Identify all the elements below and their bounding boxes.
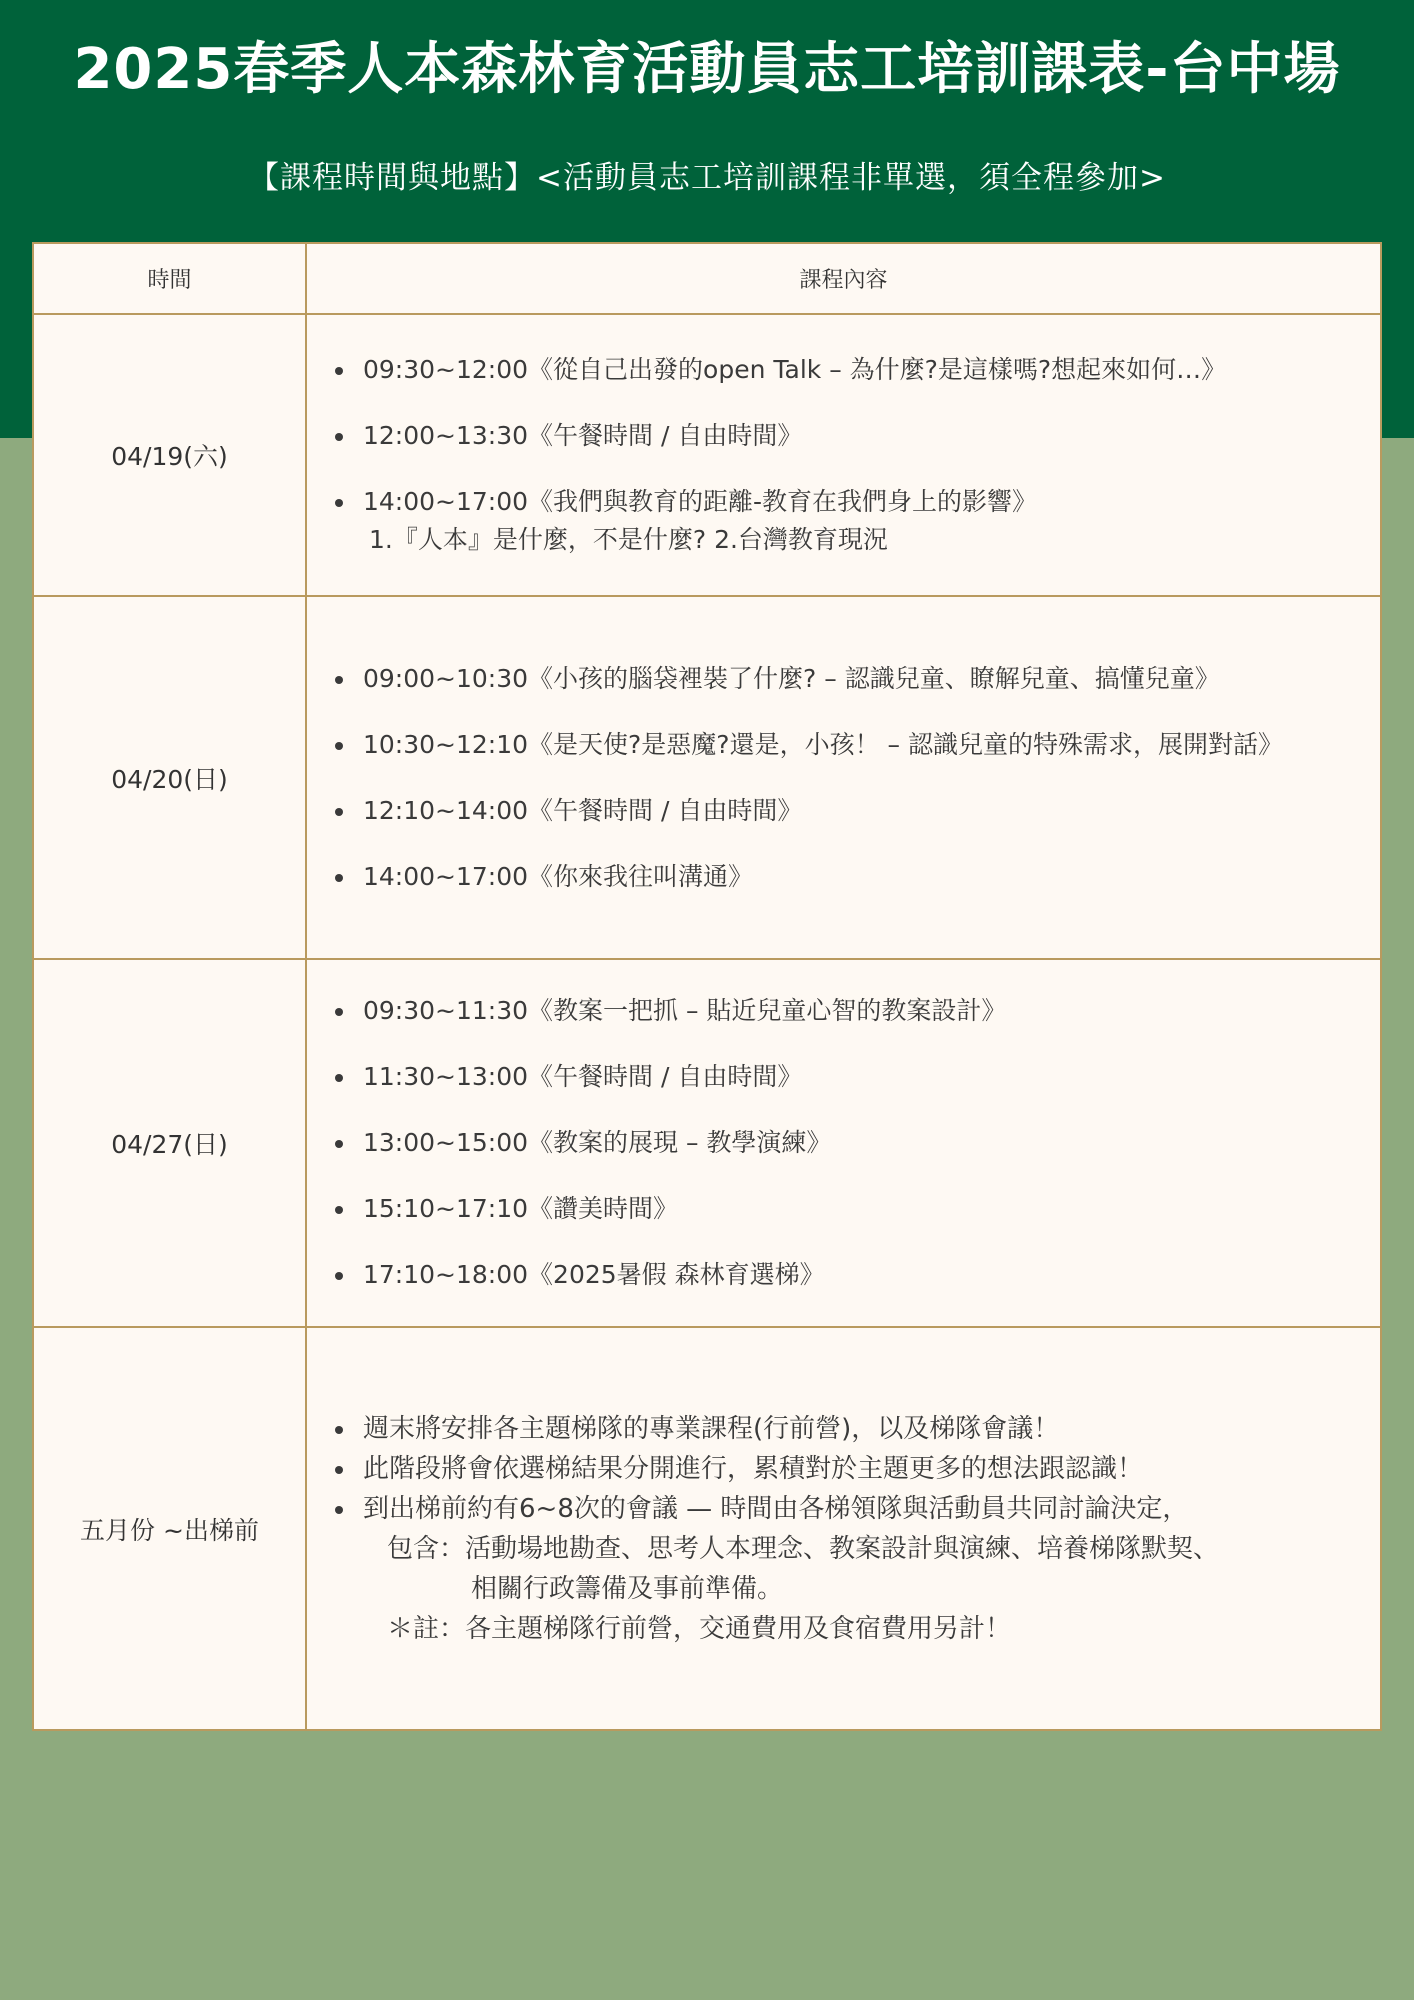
list-item: • 13:00~15:00《教案的展現 – 教學演練》 (357, 1124, 1360, 1162)
list-item: • 11:30~13:00《午餐時間 / 自由時間》 (357, 1058, 1360, 1096)
row-date: 五月份 ~出梯前 (33, 1327, 306, 1730)
row-date: 04/19(六) (33, 314, 306, 596)
list-item: • 09:30~12:00《從自己出發的open Talk – 為什麼?是這樣嗎?想起來如何…》 (357, 351, 1360, 389)
list-item: • 12:00~13:30《午餐時間 / 自由時間》 (357, 417, 1360, 455)
list-item: • 此階段將會依選梯結果分開進行，累積對於主題更多的想法跟認識！ (357, 1449, 1360, 1489)
include-line: 包含：活動場地勘查、思考人本理念、教案設計與演練、培養梯隊默契、 (387, 1533, 1220, 1564)
schedule-table (32, 242, 1382, 1731)
list-item: • 14:00~17:00《你來我往叫溝通》 (357, 858, 1360, 896)
list-item: • 15:10~17:10《讚美時間》 (357, 1190, 1360, 1228)
row-content (306, 314, 1381, 596)
session-list (331, 660, 1360, 896)
table-row (33, 596, 1381, 959)
list-item: • 10:30~12:10《是天使?是惡魔?還是，小孩！ – 認識兒童的特殊需求，展開對話》 (357, 726, 1360, 764)
row-content (306, 1327, 1381, 1730)
session-list (331, 351, 1360, 559)
list-item: • 09:30~11:30《教案一把抓 – 貼近兒童心智的教案設計》 (357, 992, 1360, 1030)
include-line-continued: 相關行政籌備及事前準備。 (471, 1573, 784, 1604)
table-row (33, 1327, 1381, 1730)
table-row (33, 959, 1381, 1327)
list-item (357, 483, 1360, 559)
column-header-time: 時間 (33, 243, 306, 314)
list-item: • 17:10~18:00《2025暑假 森林育選梯》 (357, 1256, 1360, 1294)
list-item: • 到出梯前約有6~8次的會議 — 時間由各梯領隊與活動員共同討論決定， (357, 1489, 1360, 1529)
fee-note: ＊註：各主題梯隊行前營，交通費用及食宿費用另計！ (387, 1613, 1012, 1644)
column-header-content: 課程內容 (306, 243, 1381, 314)
session-list (331, 1409, 1360, 1529)
table-header-row (33, 243, 1381, 314)
page-title: 2025春季人本森林育活動員志工培訓課表-台中場 (73, 37, 1341, 102)
row-date: 04/20(日) (33, 596, 306, 959)
list-item-subtext: 1.『人本』是什麼，不是什麼? 2.台灣教育現況 (369, 525, 888, 554)
include-details (331, 1529, 1360, 1649)
list-item: • 09:00~10:30《小孩的腦袋裡裝了什麼? – 認識兒童、瞭解兒童、搞懂兒童》 (357, 660, 1360, 698)
page-subtitle: 【課程時間與地點】<活動員志工培訓課程非單選，須全程參加> (248, 160, 1166, 196)
row-content (306, 596, 1381, 959)
list-item: • 週末將安排各主題梯隊的專業課程(行前營)，以及梯隊會議！ (357, 1409, 1360, 1449)
session-list (331, 992, 1360, 1294)
list-item-text: 14:00~17:00《我們與教育的距離-教育在我們身上的影響》 (363, 487, 1038, 516)
table-row (33, 314, 1381, 596)
row-date: 04/27(日) (33, 959, 306, 1327)
list-item: • 12:10~14:00《午餐時間 / 自由時間》 (357, 792, 1360, 830)
row-content (306, 959, 1381, 1327)
